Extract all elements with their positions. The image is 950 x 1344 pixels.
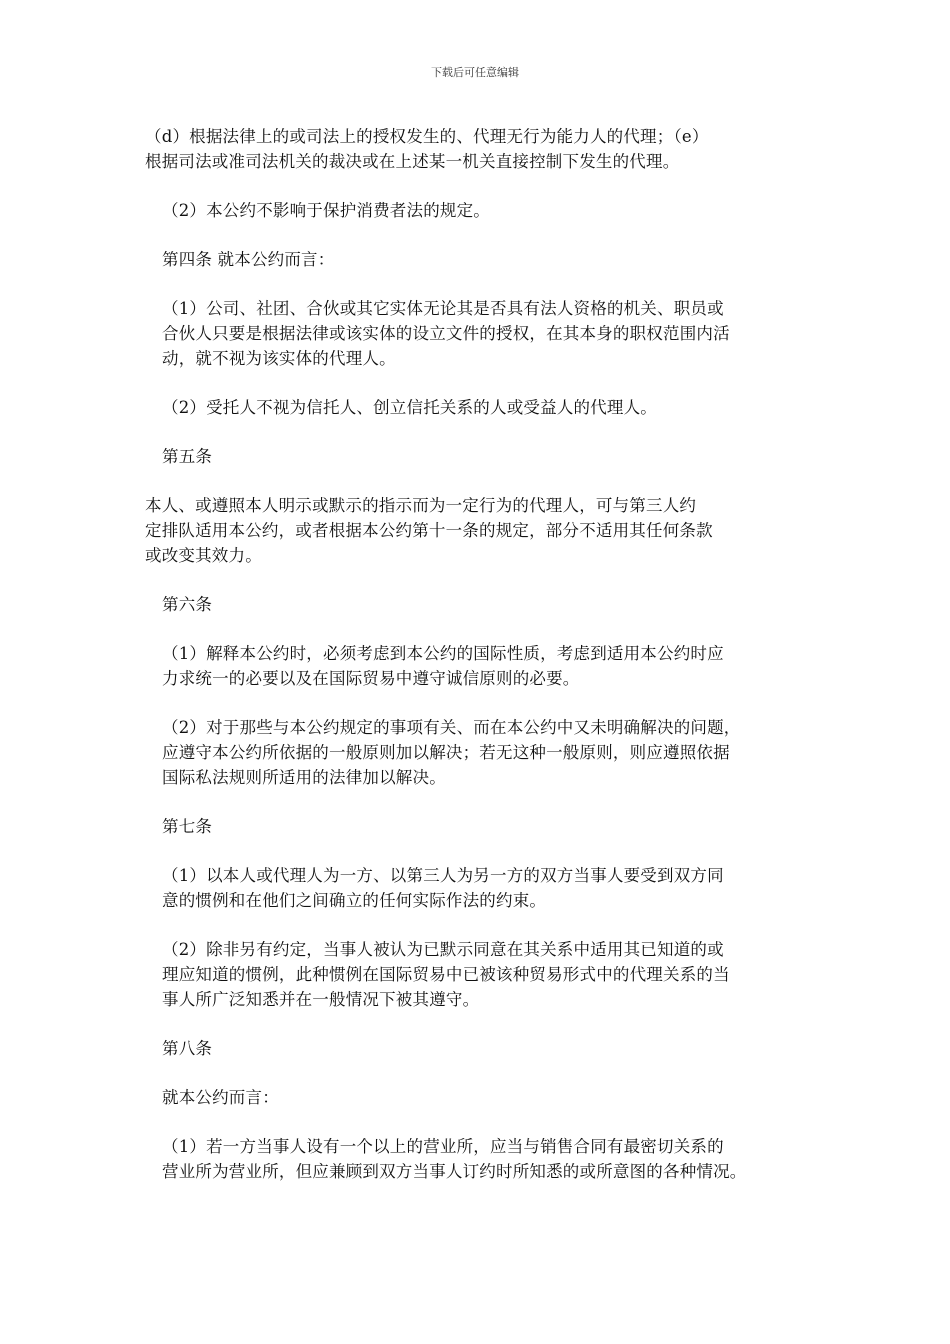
paragraph-line: 第四条 就本公约而言：: [162, 250, 335, 269]
document-body: [145, 124, 807, 1208]
paragraph: [145, 1085, 807, 1110]
paragraph-line: 合伙人只要是根据法律或该实体的设立文件的授权，在其本身的职权范围内活: [162, 324, 730, 343]
paragraph: [145, 493, 807, 568]
paragraph-line: 就本公约而言：: [162, 1088, 279, 1107]
paragraph-line: （1）解释本公约时，必须考虑到本公约的国际性质，考虑到适用本公约时应: [162, 644, 724, 663]
paragraph-line: （d）根据法律上的或司法上的授权发生的、代理无行为能力人的代理；（e）: [145, 127, 709, 146]
paragraph: [145, 937, 807, 1012]
paragraph: [145, 641, 807, 691]
paragraph-line: 根据司法或准司法机关的裁决或在上述某一机关直接控制下发生的代理。: [145, 152, 680, 171]
paragraph: [145, 124, 807, 174]
paragraph: [145, 814, 807, 839]
paragraph-line: 第七条: [162, 817, 213, 836]
paragraph-line: 动，就不视为该实体的代理人。: [162, 349, 396, 368]
paragraph-line: （1）公司、社团、合伙或其它实体无论其是否具有法人资格的机关、职员或: [162, 299, 724, 318]
paragraph-line: 理应知道的惯例，此种惯例在国际贸易中已被该种贸易形式中的代理关系的当: [162, 965, 730, 984]
paragraph-line: 营业所为营业所，但应兼顾到双方当事人订约时所知悉的或所意图的各种情况。: [162, 1162, 747, 1181]
paragraph-line: 第六条: [162, 595, 213, 614]
paragraph: [145, 296, 807, 371]
paragraph-line: 或改变其效力。: [145, 546, 262, 565]
paragraph-line: （2）受托人不视为信托人、创立信托关系的人或受益人的代理人。: [162, 398, 657, 417]
paragraph-line: （1）若一方当事人设有一个以上的营业所，应当与销售合同有最密切关系的: [162, 1137, 724, 1156]
paragraph-line: 意的惯例和在他们之间确立的任何实际作法的约束。: [162, 891, 547, 910]
paragraph: [145, 592, 807, 617]
paragraph-line: （2）对于那些与本公约规定的事项有关、而在本公约中又未明确解决的问题，: [162, 718, 741, 737]
paragraph: [145, 444, 807, 469]
paragraph: [145, 863, 807, 913]
paragraph-line: 本人、或遵照本人明示或默示的指示而为一定行为的代理人，可与第三人约: [145, 496, 697, 515]
page-header: 下载后可任意编辑: [431, 66, 519, 79]
paragraph-line: 定排队适用本公约，或者根据本公约第十一条的规定，部分不适用其任何条款: [145, 521, 713, 540]
paragraph: [145, 1134, 807, 1184]
paragraph-line: 应遵守本公约所依据的一般原则加以解决；若无这种一般原则，则应遵照依据: [162, 743, 730, 762]
paragraph-line: （2）除非另有约定，当事人被认为已默示同意在其关系中适用其已知道的或: [162, 940, 724, 959]
paragraph: [145, 395, 807, 420]
paragraph-line: 事人所广泛知悉并在一般情况下被其遵守。: [162, 990, 480, 1009]
paragraph: [145, 715, 807, 790]
paragraph: [145, 1036, 807, 1061]
paragraph-line: （1）以本人或代理人为一方、以第三人为另一方的双方当事人要受到双方同: [162, 866, 724, 885]
paragraph: [145, 198, 807, 223]
paragraph-line: 第五条: [162, 447, 213, 466]
paragraph-line: 第八条: [162, 1039, 213, 1058]
paragraph-line: 力求统一的必要以及在国际贸易中遵守诚信原则的必要。: [162, 669, 580, 688]
paragraph-line: （2）本公约不影响于保护消费者法的规定。: [162, 201, 490, 220]
paragraph: [145, 247, 807, 272]
paragraph-line: 国际私法规则所适用的法律加以解决。: [162, 768, 446, 787]
